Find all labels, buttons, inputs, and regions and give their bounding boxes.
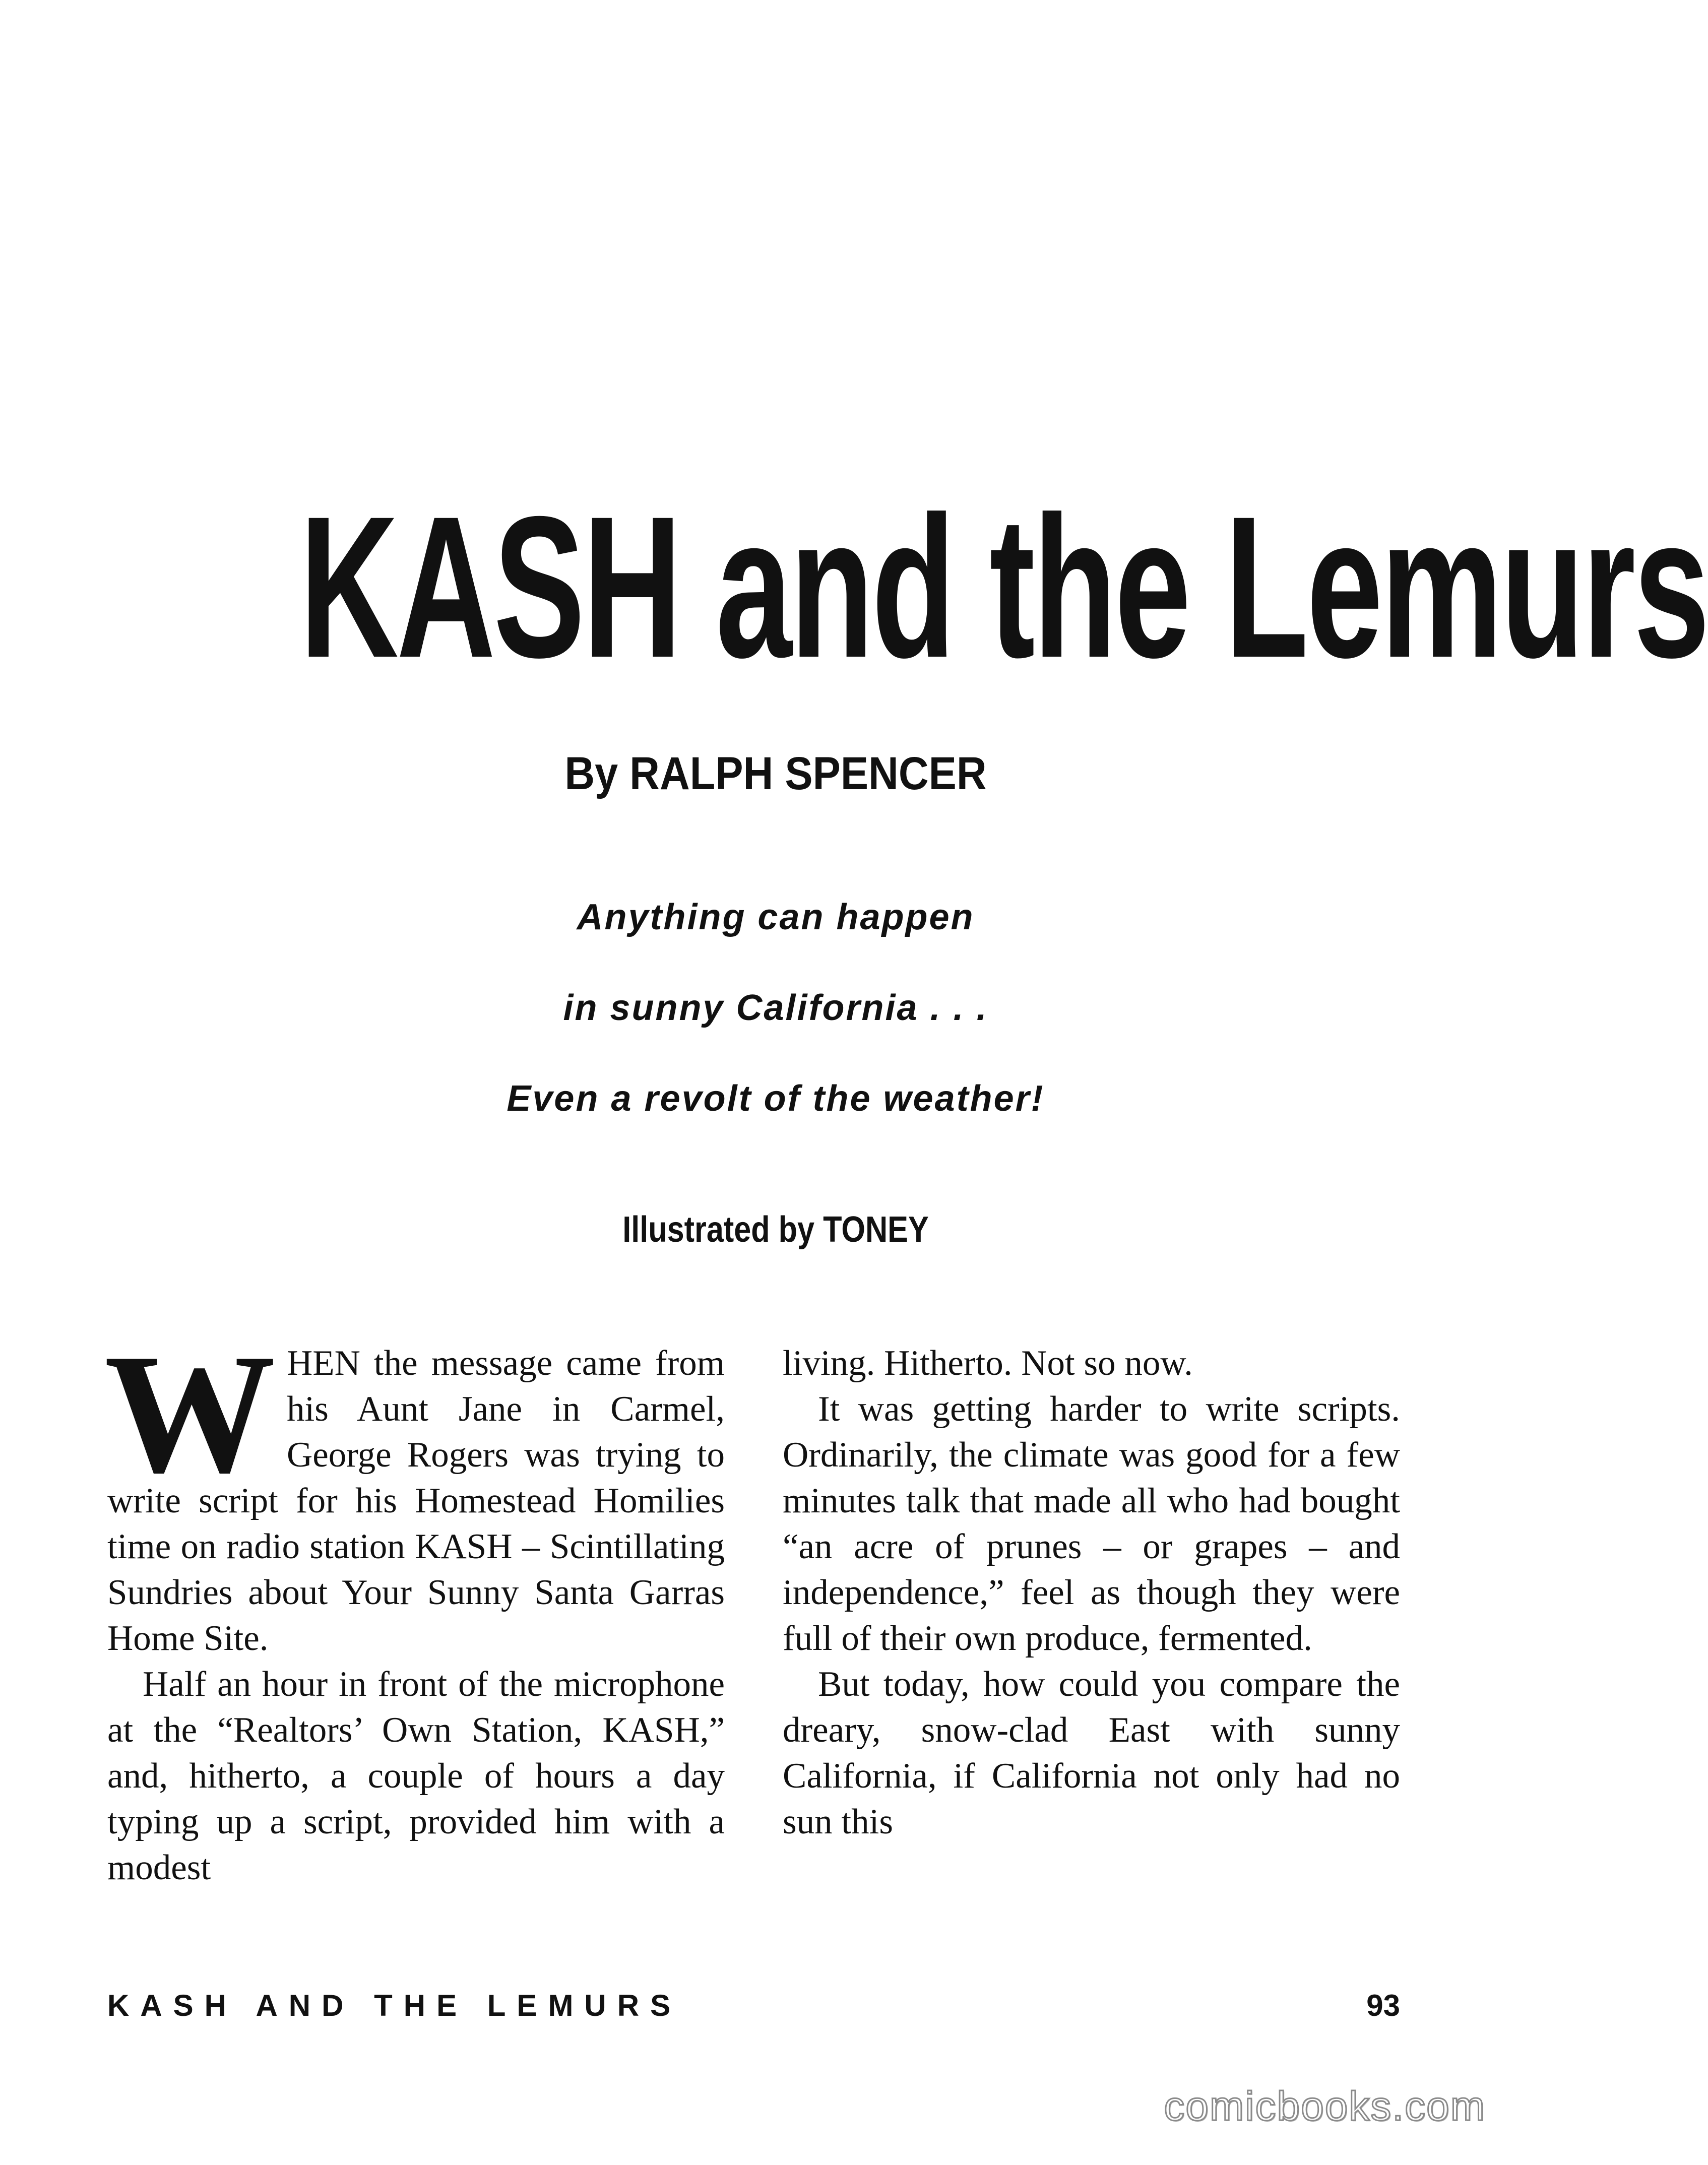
- drop-cap: W: [104, 1318, 276, 1508]
- paragraph: Half an hour in front of the microphone at the “Realtors’ Own Station, KASH,” and, hitherto, a couple of hours a day typing up a script, provided him with a modest: [107, 1665, 725, 1887]
- right-text-column: [783, 1341, 1400, 1845]
- paragraph: living. Hitherto. Not so now.: [783, 1344, 1193, 1383]
- story-title: KASH and the Lemurs: [299, 474, 1708, 699]
- site-watermark: comicbooks.com: [1164, 2083, 1486, 2129]
- page-number: 93: [1366, 1989, 1400, 2022]
- left-text-column: [104, 1318, 725, 1891]
- blurb-line-3: Even a revolt of the weather!: [507, 1078, 1045, 1119]
- paragraph: It was getting harder to write scripts. Ordinarily, the climate was good for a few minutes talk that made all who had bought “an acre of prunes – or grapes – and independence,” feel as though they were full of their own produce, fermented.: [783, 1389, 1400, 1658]
- blurb-line-2: in sunny California . . .: [563, 988, 988, 1028]
- author-byline: By RALPH SPENCER: [564, 748, 987, 799]
- blurb-line-1: Anything can happen: [577, 897, 975, 937]
- running-title: KASH AND THE LEMURS: [107, 1989, 682, 2022]
- paragraph: HEN the message came from his Aunt Jane in Carmel, George Rogers was trying to write script for his Homestead Homilies time on radio station KASH – Scintillating Sundries about Your Sunny Santa Garras Home Site.: [107, 1344, 725, 1658]
- paragraph: But today, how could you compare the dreary, snow-clad East with sunny California, if California not only had no sun this: [783, 1665, 1400, 1841]
- illustrator-credit: Illustrated by TONEY: [622, 1209, 929, 1250]
